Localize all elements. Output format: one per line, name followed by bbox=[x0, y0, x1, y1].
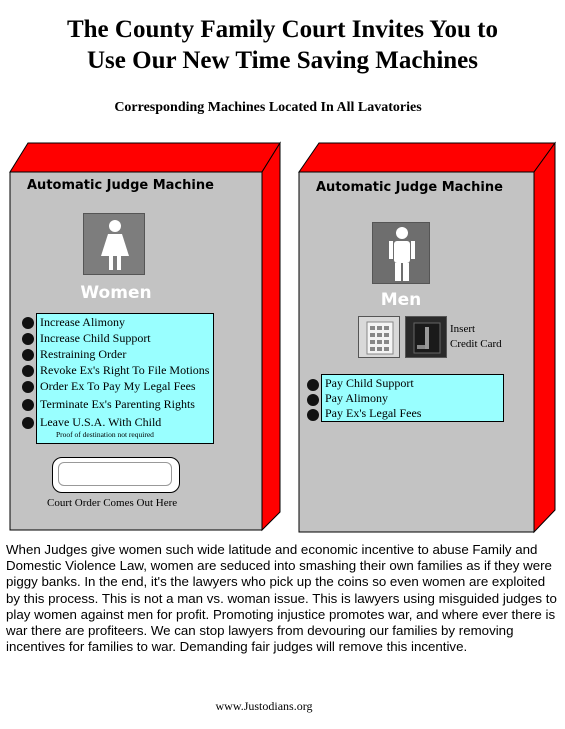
keypad-icon[interactable] bbox=[358, 316, 400, 358]
card-slot-icon[interactable] bbox=[405, 316, 447, 358]
men-option-button-icon[interactable] bbox=[307, 379, 319, 391]
footer-url[interactable]: www.Justodians.org bbox=[215, 699, 313, 713]
page-subtitle: Corresponding Machines Located In All Lavatories bbox=[114, 100, 422, 115]
men-option-button-icon[interactable] bbox=[307, 394, 319, 406]
page-title: The County Family Court Invites You to Use Our New Time Saving Machines bbox=[66, 16, 499, 74]
women-machine-title: Automatic Judge Machine bbox=[27, 178, 214, 193]
men-label: Men bbox=[380, 290, 422, 310]
body-paragraph: When Judges give women such wide latitude and economic incentive to abuse Family and Domestic Violence Law, women are seduced into smashing their own families as if they were piggy banks. In the end, it's the lawyers who pick up the coins so even women are exploited by this process. This is not a man vs. woman issue. This is lawyers using misguided judges to play women against men for profit. Promoting injustice promotes war, and where ever there is war there are profiteers. We can stop lawyers from devouring our families by removing incentives for families to war. Demanding fair judges will remove this incentive. bbox=[6, 542, 557, 655]
women-footnote: Proof of destination not required bbox=[56, 430, 154, 439]
insert-credit-card-label: Insert Credit Card bbox=[450, 323, 502, 350]
men-restroom-icon bbox=[372, 222, 430, 284]
women-label: Women bbox=[80, 283, 152, 303]
men-machine-title: Automatic Judge Machine bbox=[316, 180, 503, 195]
court-order-label: Court Order Comes Out Here bbox=[47, 497, 178, 509]
men-option-button-icon[interactable] bbox=[307, 409, 319, 421]
